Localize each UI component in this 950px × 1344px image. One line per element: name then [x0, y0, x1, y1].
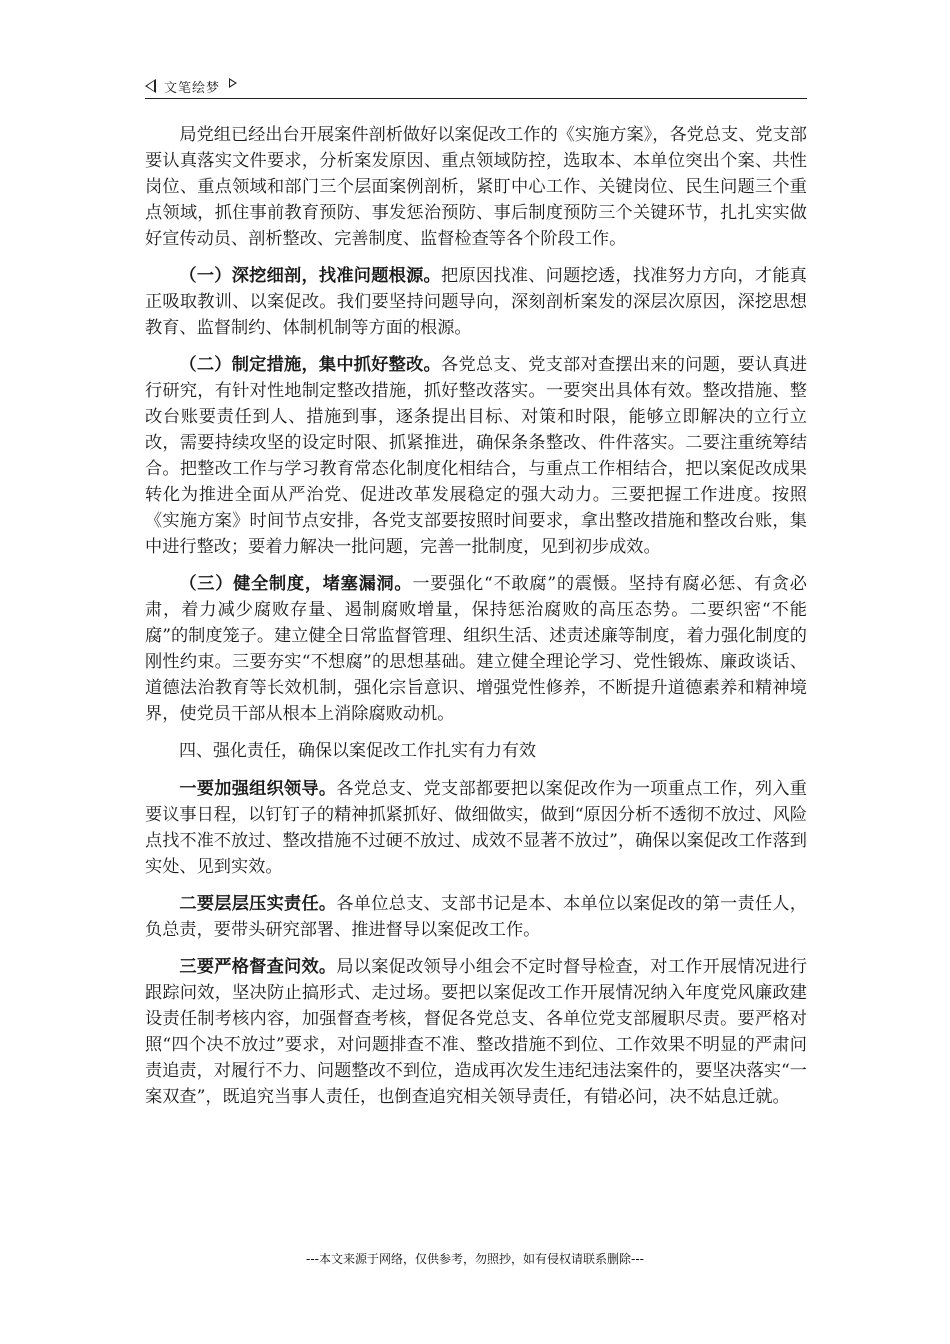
footer-notice: ---本文来源于网络，仅供参考，勿照抄，如有侵权请联系删除--- — [306, 1252, 644, 1266]
paragraph-text: 各党总支、党支部都要把以案促改作为一项重点工作，列入重要议事日程，以钉钉子的精神抓紧抓好、做细做实，做到“原因分析不透彻不放过、风险点找不准不放过、整改措施不过硬不放过、成效不显著不放过”，确保以案促改工作落到实处、见到实效。 — [145, 779, 807, 877]
paragraph-lead: 一要加强组织领导。 — [179, 779, 337, 799]
paragraph-text: 各单位总支、支部书记是本、本单位以案促改的第一责任人，负总责，要带头研究部署、推进督导以案促改工作。 — [145, 894, 807, 940]
paragraph-lead: （二）制定措施，集中抓好整改。 — [179, 355, 441, 375]
paragraph-dig-deep — [145, 263, 807, 341]
paragraph-system — [145, 571, 807, 727]
triangle-right-icon — [229, 78, 237, 88]
paragraph-intro — [145, 122, 807, 252]
brand-name: 文笔绘梦 — [164, 80, 221, 96]
document-body — [145, 122, 807, 1121]
paragraph-text: 各党总支、党支部对查摆出来的问题，要认真进行研究，有针对性地制定整改措施，抓好整改落实。一要突出具体有效。整改措施、整改台账要责任到人、措施到事，逐条提出目标、对策和时限，能够立即解决的立行立改，需要持续攻坚的设定时限、抓紧推进，确保条条整改、件件落实。二要注重统筹结合。把整改工作与学习教育常态化制度化相结合，与重点工作相结合，把以案促改成果转化为推进全面从严治党、促进改革发展稳定的强大动力。三要把握工作进度。按照《实施方案》时间节点安排，各党支部要按照时间要求，拿出整改措施和整改台账，集中进行整改；要着力解决一批问题，完善一批制度，见到初步成效。 — [145, 355, 807, 557]
paragraph-text: 局党组已经出台开展案件剖析做好以案促改工作的《实施方案》，各党总支、党支部要认真落实文件要求，分析案发原因、重点领域防控，选取本、本单位突出个案、共性岗位、重点领域和部门三个层面案例剖析，紧盯中心工作、关键岗位、民生问题三个重点领域，抓住事前教育预防、事发惩治预防、事后制度预防三个关键环节，扎扎实实做好宣传动员、剖析整改、完善制度、监督检查等各个阶段工作。 — [145, 125, 807, 249]
paragraph-rectify — [145, 352, 807, 560]
paragraph-text: 一要强化“不敢腐”的震慑。坚持有腐必惩、有贪必肃，着力减少腐败存量、遏制腐败增量，保持惩治腐败的高压态势。二要织密“不能腐”的制度笼子。建立健全日常监督管理、组织生活、述责述廉等制度，着力强化制度的刚性约束。三要夯实“不想腐”的思想基础。建立健全理论学习、党性锻炼、廉政谈话、道德法治教育等长效机制，强化宗旨意识、增强党性修养，不断提升道德素养和精神境界，使党员干部从根本上消除腐败动机。 — [145, 574, 807, 724]
document-header — [145, 74, 807, 99]
paragraph-leadership — [145, 776, 807, 880]
triangle-left-icon — [145, 79, 156, 93]
paragraph-lead: 三要严格督查问效。 — [179, 957, 337, 977]
paragraph-supervision — [145, 954, 807, 1110]
paragraph-text: 局以案促改领导小组会不定时督导检查，对工作开展情况进行跟踪问效，坚决防止搞形式、走过场。要把以案促改工作开展情况纳入年度党风廉政建设责任制考核内容，加强督查考核，督促各党总支、各单位党支部履职尽责。要严格对照“四个决不放过”要求，对问题排查不准、整改措施不到位、工作效果不明显的严肃问责追责，对履行不力、问题整改不到位，造成再次发生违纪违法案件的，要坚决落实“一案双查”，既追究当事人责任，也倒查追究相关领导责任，有错必问，决不姑息迁就。 — [145, 957, 807, 1107]
section-heading: 四、强化责任，确保以案促改工作扎实有力有效 — [179, 741, 536, 761]
paragraph-lead: （一）深挖细剖，找准问题根源。 — [179, 266, 441, 286]
paragraph-lead: （三）健全制度，堵塞漏洞。 — [179, 574, 413, 594]
paragraph-text: 把原因找准、问题挖透，找准努力方向，才能真正吸取教训、以案促改。我们要坚持问题导向，深刻剖析案发的深层次原因，深挖思想教育、监督制约、体制机制等方面的根源。 — [145, 266, 807, 338]
paragraph-responsibility — [145, 891, 807, 943]
paragraph-lead: 二要层层压实责任。 — [179, 894, 337, 914]
